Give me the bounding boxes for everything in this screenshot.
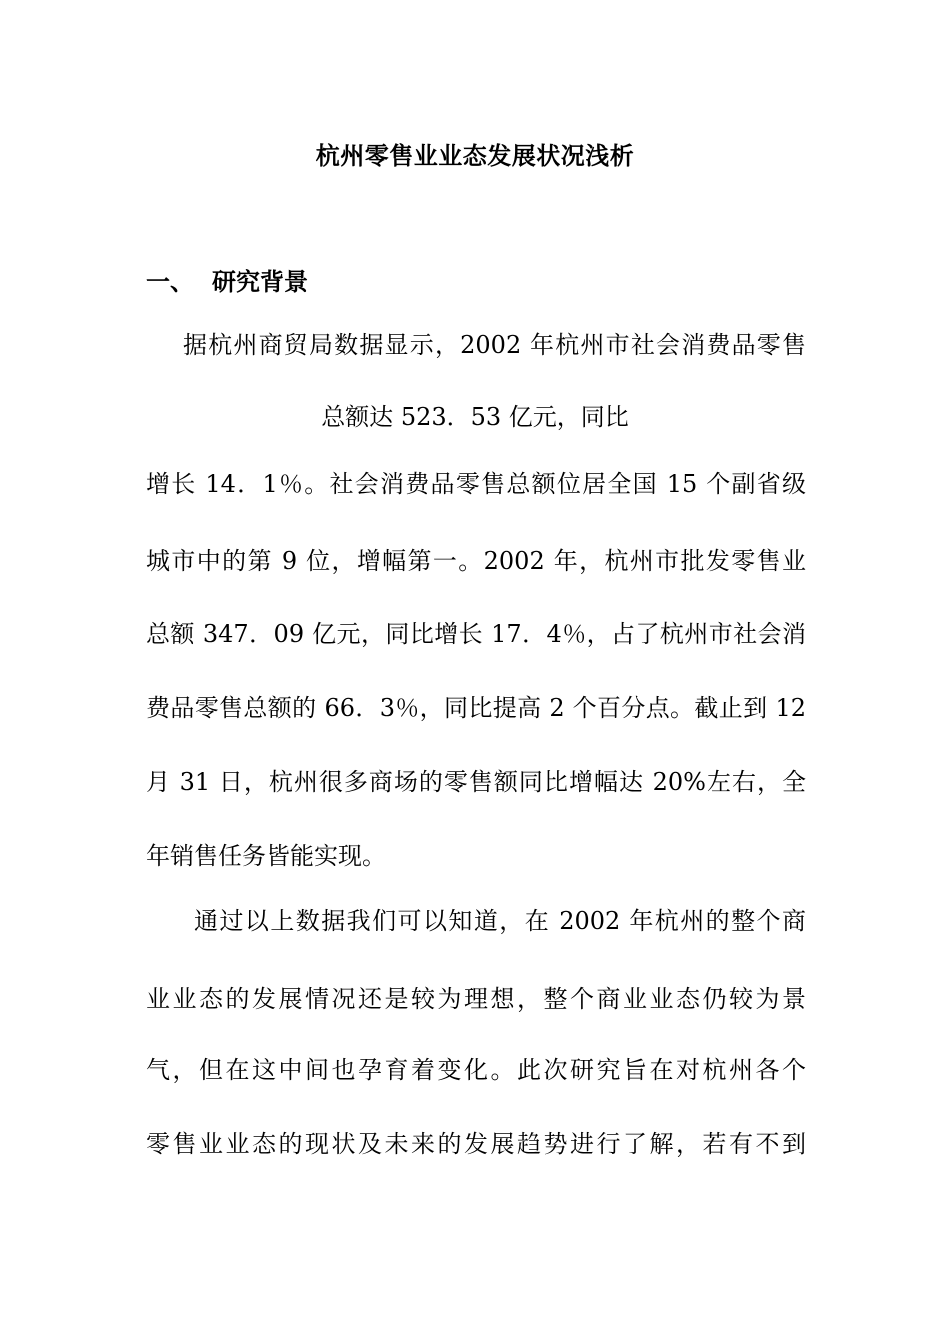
- section-heading: [146, 262, 308, 297]
- paragraph-line: 总额 347．09 亿元，同比增长 17．4％，占了杭州市社会消: [146, 620, 806, 648]
- paragraph-line: 零售业业态的现状及未来的发展趋势进行了解，若有不到: [146, 1130, 806, 1158]
- document-title: 杭州零售业业态发展状况浅析: [315, 141, 635, 170]
- paragraph-line: 气，但在这中间也孕育着变化。此次研究旨在对杭州各个: [146, 1056, 806, 1084]
- paragraph-line: 城市中的第 9 位，增幅第一。2002 年，杭州市批发零售业: [146, 547, 806, 575]
- paragraph-line: 增长 14．1％。社会消费品零售总额位居全国 15 个副省级: [146, 470, 806, 498]
- section-number: 一、: [146, 267, 194, 296]
- paragraph-line: 年销售任务皆能实现。: [146, 842, 386, 870]
- paragraph-line: 业业态的发展情况还是较为理想，整个商业业态仍较为景: [146, 985, 806, 1013]
- paragraph-line: 总额达 523．53 亿元，同比: [321, 403, 629, 431]
- paragraph-line: 费品零售总额的 66．3％，同比提高 2 个百分点。截止到 12: [146, 694, 806, 722]
- paragraph-line: 通过以上数据我们可以知道，在 2002 年杭州的整个商: [194, 907, 806, 935]
- paragraph-line: 据杭州商贸局数据显示，2002 年杭州市社会消费品零售: [183, 331, 806, 359]
- paragraph-line: 月 31 日，杭州很多商场的零售额同比增幅达 20%左右，全: [146, 768, 806, 796]
- section-title: 研究背景: [212, 267, 308, 296]
